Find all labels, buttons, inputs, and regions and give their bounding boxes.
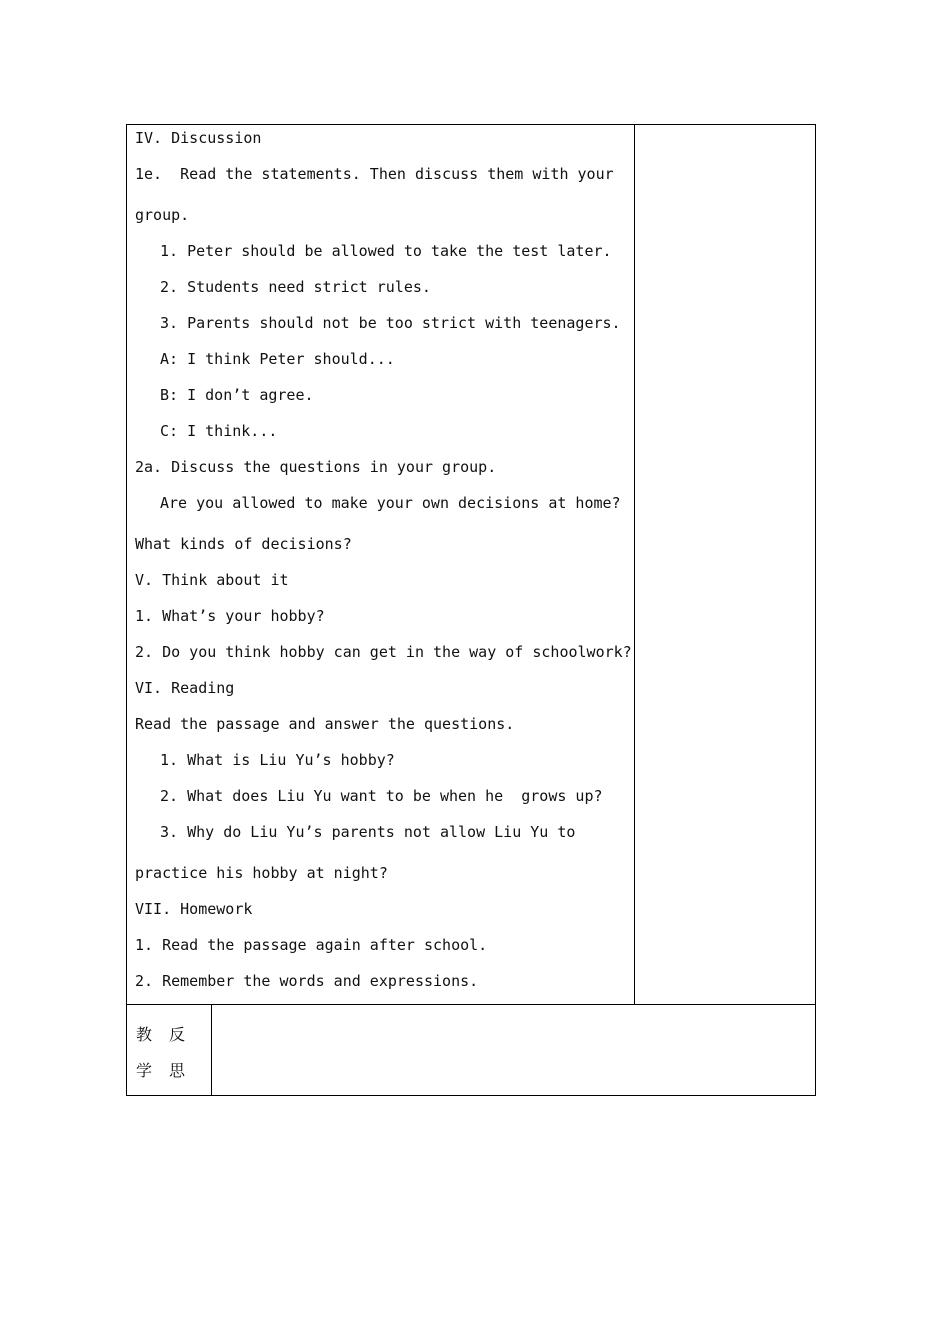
question-decisions-continued: What kinds of decisions? [135, 535, 352, 553]
reflection-label-divider [211, 1004, 212, 1096]
reflection-label-char: 反 [169, 1025, 186, 1044]
homework-item-2: 2. Remember the words and expressions. [135, 972, 479, 990]
statement-2: 2. Students need strict rules. [160, 278, 431, 296]
instruction-1e: 1e. Read the statements. Then discuss them with your [135, 165, 614, 183]
homework-item-1: 1. Read the passage again after school. [135, 936, 488, 954]
section-heading-homework: VII. Homework [135, 900, 253, 918]
reading-question-1: 1. What is Liu Yu’s hobby? [160, 751, 395, 769]
instruction-1e-continued: group. [135, 206, 190, 224]
reflection-label-char: 教 [136, 1025, 153, 1044]
section-heading-discussion: IV. Discussion [135, 129, 262, 147]
reflection-content-cell [220, 1014, 805, 1086]
think-question-2: 2. Do you think hobby can get in the way of schoolwork? [135, 643, 632, 661]
instruction-2a: 2a. Discuss the questions in your group. [135, 458, 497, 476]
dialogue-a: A: I think Peter should... [160, 350, 395, 368]
reading-instruction: Read the passage and answer the questions. [135, 715, 515, 733]
statement-3: 3. Parents should not be too strict with teenagers. [160, 314, 621, 332]
reading-question-3-continued: practice his hobby at night? [135, 864, 388, 882]
reading-question-3: 3. Why do Liu Yu’s parents not allow Liu Yu to [160, 823, 576, 841]
reading-question-2: 2. What does Liu Yu want to be when he grows up? [160, 787, 603, 805]
question-decisions: Are you allowed to make your own decisions at home? [160, 494, 621, 512]
dialogue-c: C: I think... [160, 422, 278, 440]
right-column-divider [634, 124, 635, 1005]
dialogue-b: B: I don’t agree. [160, 386, 314, 404]
section-heading-think: V. Think about it [135, 571, 289, 589]
think-question-1: 1. What’s your hobby? [135, 607, 325, 625]
section-heading-reading: VI. Reading [135, 679, 235, 697]
statement-1: 1. Peter should be allowed to take the test later. [160, 242, 612, 260]
row-divider [126, 1004, 816, 1005]
reflection-label-char: 思 [169, 1061, 186, 1080]
reflection-label-char: 学 [136, 1061, 153, 1080]
